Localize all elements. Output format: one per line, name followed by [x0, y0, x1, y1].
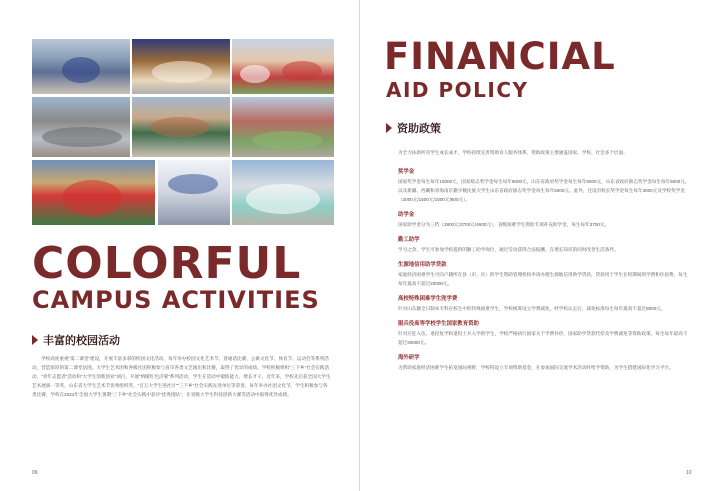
- aid-item-work-study: [398, 236, 690, 254]
- aid-item-text: 针对应征入伍、退役复学和退役士兵入学的学生，学校严格执行国家关于学费补偿、国家助学贷款代偿及学费减免等资助政策，每生每年最高不超过20000元。: [398, 331, 688, 345]
- aid-item-text: 针对山东籍全日制本专科在校生中的特殊困难学生，学校统筹设立学费减免，经学校认定后，减免标准每生每年最高不超过8000元。: [398, 306, 666, 311]
- aid-policy-title: AID POLICY: [386, 78, 529, 102]
- aid-item-title: 奖学金: [398, 169, 415, 175]
- stage-event-photo: [232, 39, 334, 94]
- aid-item-text: 学习之余，学生可参加学校提供的勤工助学岗位，通过劳动获得合法报酬，在增长知识的同时改善生活条件。: [398, 247, 619, 252]
- aid-policy-heading-text: 资助政策: [397, 123, 441, 135]
- ceremony-photo: [32, 39, 130, 94]
- aid-item-title: 生源地信用助学贷款: [398, 262, 447, 268]
- dance-photo: [32, 160, 155, 225]
- aid-item-title: 服兵役高等学校学生国家教育资助: [398, 321, 479, 327]
- aid-item-grant: [398, 211, 690, 229]
- aid-policy-heading: [386, 120, 441, 136]
- page-number-right: 10: [686, 470, 692, 476]
- aid-policy-list: [398, 168, 690, 379]
- aid-item-text: 为帮助家庭经济困难学生拓宽国际视野，学校特设立专项资助基金，在参加国际交流学术活动时给予资助，为学生搭建国际化学习平台。: [398, 365, 674, 370]
- students-photo: [232, 160, 334, 225]
- triangle-bullet-icon: [32, 335, 38, 345]
- aid-item-title: 助学金: [398, 212, 415, 218]
- aid-item-military-service: [398, 320, 690, 347]
- aid-item-scholarship: [398, 168, 690, 204]
- colorful-title: COLORFUL: [32, 238, 302, 289]
- sports-photo: [232, 97, 334, 157]
- aid-policy-intro: 为全力扶助所有学生成长成才，学校持续完善资助育人服务体系，资助政策主要涵盖国家、学校、社会多个层面。: [398, 150, 628, 155]
- campus-photo: [132, 97, 230, 157]
- campus-activities-heading-text: 丰富的校园活动: [43, 335, 120, 347]
- aid-item-text: 国家助学金分为三档（2800元/3700元/4600元），省级困难学生资助专项补充助学金，每生每年3700元。: [398, 222, 610, 227]
- aid-item-text: 国家奖学金每生每年10000元，国家励志奖学金每生每年6000元，山东省政府奖学金每生每年6000元，山东省政府励志奖学金每生每年5000元。以及新疆、西藏和青海南京籍少数民族大学生山东省政府励志奖学金每生每年5000元。此外，还设有校长奖学金每生每年3000元及学校奖学金（2000元/1500元/1000元/800元）。: [398, 179, 690, 202]
- aid-item-title: 勤工助学: [398, 237, 420, 243]
- triangle-bullet-icon: [386, 123, 392, 133]
- campus-activities-title: CAMPUS ACTIVITIES: [32, 286, 320, 314]
- campus-activities-body: 学校高度重视“第二课堂”建设，开展丰富多彩的校园文化活动。每年举办校园文化艺术节、普通话比赛、公寓文化节、体育节、运动会等系列活动，营造浓厚的第二课堂氛围。大学生艺术团和各级社团积极参与省市各类文艺演出和比赛，取得了优异的成绩。学校积极组织“三下乡”社会实践活动、“青年志愿者”活动和“大学生创新创业”项目，开展“情暖红色沂蒙”系列活动，学生在活动中锻炼能力、增长才干。近年来，学校先后获全国大学生艺术展演一等奖、山东省大学生艺术节优秀组织奖、“百万大学生进社区”“三下乡”社会实践先进单位等荣誉。每年举办社团文化节，学生积极参与各类比赛，学校在2022年全国大学生暑期“三下乡”社会实践中获评“优秀团队”，在省级大学生科技创新大赛等活动中取得优异成绩。: [32, 356, 331, 397]
- left-page: [0, 0, 359, 491]
- meeting-photo: [158, 160, 230, 225]
- aid-item-student-loan: [398, 261, 690, 288]
- aid-item-text: 家庭经济困难学生可向户籍所在县（市、区）的学生资助管理机构申请办理生源地信用助学贷款，贷款用于学生在校期间的学费和住宿费，每生每年最高不超过20000元。: [398, 272, 688, 286]
- campus-activities-heading: [32, 332, 120, 348]
- aid-item-overseas-study: [398, 354, 690, 372]
- aid-item-title: 高校特殊困难学生兜学费: [398, 296, 458, 302]
- financial-title: FINANCIAL: [384, 35, 616, 78]
- aid-item-title: 海外研学: [398, 355, 420, 361]
- page-number-left: 09: [32, 470, 38, 476]
- performance-photo: [132, 39, 230, 94]
- aid-item-tuition-waiver: [398, 295, 690, 313]
- outdoor-event-photo: [32, 97, 130, 157]
